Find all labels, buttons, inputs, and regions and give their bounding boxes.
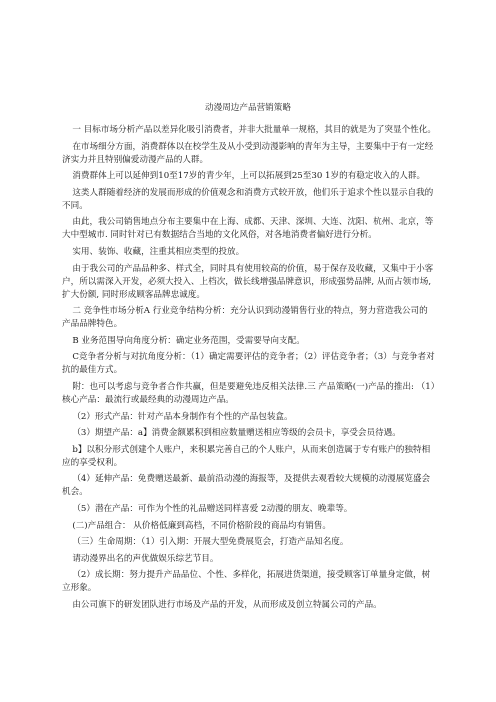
paragraph: 请动漫界出名的声优做娱乐综艺节目。 <box>72 553 219 564</box>
paragraph: 由于我公司的产品品种多、样式全，同时具有使用较高的价值，易于保存及收藏，又集中于小客户，所以需深入开发，必须大投入、上档次，做长线增强品牌意识，形成强势品牌, 从而占领市场, 扩大份额, 同时形成顾客品牌忠诚度。 <box>62 263 434 300</box>
paragraph: B 业务范围导向角度分析：确定业务范围，受需要导向支配。 <box>72 335 305 346</box>
paragraph: 二 竞争性市场分析A 行业竞争结构分析：充分认识到动漫销售行业的特点，努力营造我公司的产品品牌特色。 <box>62 306 428 330</box>
paragraph: 这类人群随着经济的发展而形成的价值观念和消费方式较开放，他们乐于追求个性以显示自我的不同。 <box>62 187 434 211</box>
document-title: 动漫周边产品营销策略 <box>205 103 291 113</box>
paragraph: b】以积分形式创建个人账户，来积累完善自己的个人账户，从而来创造属于专有账户的独特相应的享受权利。 <box>62 444 431 468</box>
paragraph: C竞争者分析与对抗角度分析：（1）确定需要评估的竞争者；（2）评估竞争者；（3）与竞争者对抗的最佳方式。 <box>62 352 435 376</box>
paragraph: （2）成长期：努力提升产品品位、个性、多样化，拓展进货渠道，接受顾客订单量身定做，树立形象。 <box>62 570 431 594</box>
paragraph: （2）形式产品：针对产品本身制作有个性的产品包装盒。 <box>72 411 293 422</box>
paragraph: 实用、装饰、收藏，注重其相应类型的投放。 <box>72 246 245 257</box>
document-body <box>62 124 436 615</box>
paragraph: 由此，我公司销售地点分布主要集中在上海、成都、天津、深圳、大连、沈阳、杭州、北京，等大中型城市. 同时针对已有数据结合当地的文化风俗，对各地消费者偏好进行分析。 <box>62 217 434 241</box>
paragraph: （三）生命周期：（1）引入期：开展大型免费展览会，打造产品知名度。 <box>72 537 349 548</box>
paragraph: 由公司旗下的研发团队进行市场及产品的开发，从而形成及创立特属公司的产品。 <box>72 599 382 610</box>
paragraph: 附：也可以考虑与竞争者合作共赢，但是要避免违反相关法律.三 产品策略(一)产品的推出: （1）核心产品：最流行或最经典的动漫周边产品。 <box>62 381 436 405</box>
paragraph: 在市场细分方面，消费群体以在校学生及从小受到动漫影响的青年为主导，主要集中于有一定经济实力并且特别偏爱动漫产品的人群。 <box>62 141 434 165</box>
paragraph: (二)产品组合： 从价格低廉到高档，不同价格阶段的商品均有销售。 <box>72 520 331 531</box>
paragraph: 一 目标市场分析产品以差异化吸引消费者，并非大批量单一规格，其目的就是为了突显个性化。 <box>72 125 436 135</box>
paragraph: （3）期望产品：a】消费金额累积到相应数量赠送相应等级的会员卡，享受会员待遇。 <box>72 428 401 439</box>
paragraph: （4）延伸产品：免费赠送最新、最前沿动漫的海报等，及提供去观看较大规模的动漫展览盛会机会。 <box>62 474 431 498</box>
paragraph: （5）潜在产品：可作为个性的礼品赠送同样喜爱 2动漫的朋友、晚辈等。 <box>72 503 353 514</box>
paragraph: 消费群体上可以延伸到10至17岁的青少年，上可以拓展到25至30 1岁的有稳定收入的人群。 <box>72 171 426 182</box>
